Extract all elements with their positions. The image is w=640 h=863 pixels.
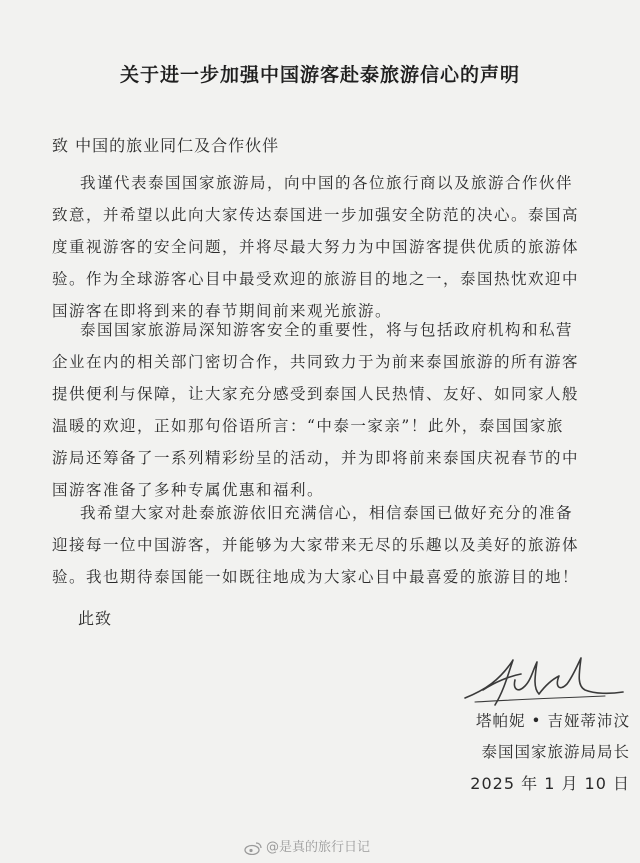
paragraph-line: 验。作为全球游客心目中最受欢迎的旅游目的地之一，泰国热忱欢迎中 (52, 270, 580, 288)
signature-block (430, 706, 630, 799)
paragraph-line: 验。我也期待泰国能一如既往地成为大家心目中最喜爱的旅游目的地！ (52, 568, 580, 586)
paragraph-line: 致意，并希望以此向大家传达泰国进一步加强安全防范的决心。泰国高 (52, 206, 580, 224)
handwritten-signature (455, 650, 627, 710)
salutation: 致 中国的旅业同仁及合作伙伴 (52, 136, 280, 155)
paragraph-2 (52, 314, 600, 506)
paragraph-line: 国游客在即将到来的春节期间前来观光旅游。 (52, 302, 393, 320)
page-title: 关于进一步加强中国游客赴泰旅游信心的声明 (119, 64, 520, 86)
closing: 此致 (78, 609, 113, 628)
document-date: 2025 年 1 月 10 日 (470, 774, 630, 793)
paragraph-line: 温暖的欢迎，正如那句俗语所言：“中泰一家亲”！此外，泰国国家旅 (52, 417, 564, 435)
paragraph-line: 我希望大家对赴泰旅游依旧充满信心，相信泰国已做好充分的准备 (80, 504, 574, 522)
paragraph-3 (52, 497, 600, 593)
paragraph-1 (52, 167, 600, 327)
paragraph-line: 企业在内的相关部门密切合作，共同致力于为前来泰国旅游的所有游客 (52, 353, 580, 371)
signer-name: 塔帕妮 • 吉娅蒂沛汶 (476, 712, 630, 730)
paragraph-line: 提供便利与保障，让大家充分感受到泰国人民热情、友好、如同家人般 (52, 385, 580, 403)
paragraph-line: 迎接每一位中国游客，并能够为大家带来无尽的乐趣以及美好的旅游体 (52, 536, 580, 554)
watermark-text: @是真的旅行日记 (266, 840, 371, 855)
weibo-logo-icon (244, 841, 262, 855)
watermark (244, 836, 370, 855)
paragraph-line: 度重视游客的安全问题，并将尽最大努力为中国游客提供优质的旅游体 (52, 238, 580, 256)
paragraph-line: 国游客准备了多种专属优惠和福利。 (52, 481, 325, 499)
paragraph-line: 泰国国家旅游局深知游客安全的重要性，将与包括政府机构和私营 (80, 321, 574, 339)
paragraph-line: 游局还筹备了一系列精彩纷呈的活动，并为即将前来泰国庆祝春节的中 (52, 449, 580, 467)
signer-title: 泰国国家旅游局局长 (481, 743, 630, 761)
paragraph-line: 我谨代表泰国国家旅游局，向中国的各位旅行商以及旅游合作伙伴 (80, 174, 574, 192)
